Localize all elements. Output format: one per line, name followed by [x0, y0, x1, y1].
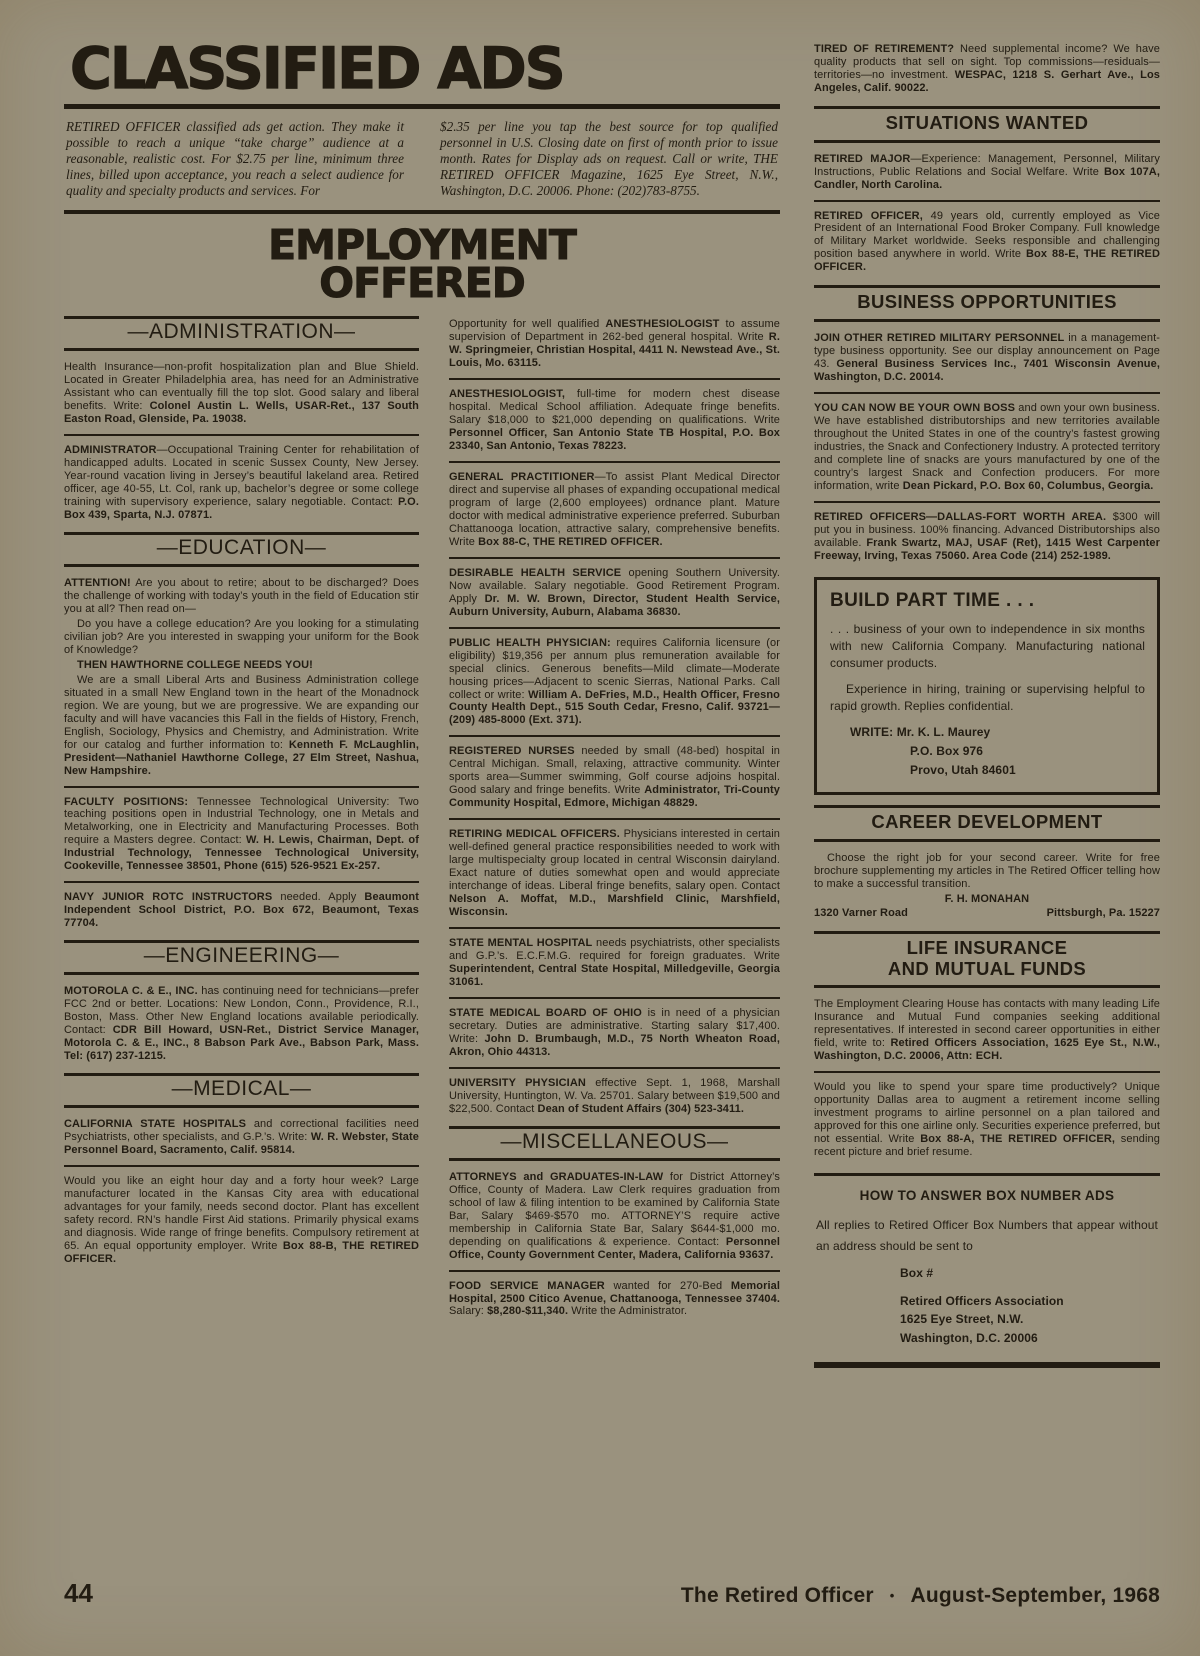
boxed-ad-paragraph: . . . business of your own to independence in six months with new California Company. Manufacturing national consumer products.: [830, 622, 1145, 671]
classified-ad: [449, 744, 780, 811]
classified-ad: [814, 209, 1160, 276]
classified-ad: [449, 470, 780, 550]
ad-bold-text: ATTENTION!: [64, 576, 131, 589]
classified-ad: [64, 576, 419, 779]
classified-ad: [449, 936, 780, 990]
ad-paragraph: [814, 332, 1160, 384]
ad-bold-text: FOOD SERVICE MANAGER: [449, 1279, 605, 1292]
ad-text: Opportunity for well qualified: [449, 318, 606, 331]
ad-text: The Employment Clearing House has contacts with many leading Life Insurance and Mutual Fund companies seeking additional representatives. If interested in second career opportunities in either field, write to:: [814, 998, 1160, 1050]
ad-paragraph: [64, 577, 419, 616]
ad-paragraph: [814, 998, 1160, 1063]
ad-paragraph: [64, 891, 419, 930]
intro-column-2: $2.35 per line you tap the best source for top qualified personnel in U.S. Closing date on first of month prior to issue month. Rates for Display ads on request. Call or write, THE RETIRED OFFICER Magazine, 1625 Eye Street, N.W., Washington, D.C. 20006. Phone: (202)783-8755.: [440, 119, 778, 199]
ad-text: sending recent picture and brief resume.: [814, 1132, 1160, 1158]
page-footer: [64, 1578, 1160, 1609]
ad-bold-text: ATTORNEYS and GRADUATES-IN-LAW: [449, 1170, 664, 1183]
classified-ad: [449, 1170, 780, 1263]
ad-bold-text: JOIN OTHER RETIRED MILITARY PERSONNEL: [814, 332, 1065, 345]
ad-text: has continuing need for technicians—prefer FCC 2nd or better. Locations: New London, Conn., Providence, R.I., Boston, Mass. Other New England locations available periodically. Contact:: [64, 985, 420, 1037]
ad-bold-text: ANESTHESIOLOGIST: [605, 318, 720, 331]
header-text: —EDUCATION—: [156, 535, 327, 559]
classified-ad: [449, 1006, 780, 1060]
category-header-medical: [64, 1073, 419, 1108]
ad-bold-text: RETIRED OFFICERS—DALLAS-FORT WORTH AREA.: [814, 510, 1107, 523]
classified-ad: [814, 851, 1160, 921]
ad-bold-text: P.O. Box 439, Sparta, N.J. 07871.: [64, 496, 419, 521]
ad-text: Write the Administrator.: [568, 1305, 688, 1318]
classified-ad: [814, 997, 1160, 1064]
ad-paragraph: [449, 1171, 780, 1262]
category-header-engineering: [64, 940, 419, 975]
classified-ad: [814, 510, 1160, 564]
classified-ad: [449, 566, 780, 620]
ad-divider: [449, 461, 780, 463]
intro-paragraphs: [64, 109, 780, 210]
classified-ad: [449, 1076, 780, 1117]
ad-divider: [814, 1071, 1160, 1073]
ad-divider: [449, 735, 780, 737]
ad-bold-text: W. R. Webster, State Personnel Board, Sacramento, Calif. 95814.: [64, 1131, 419, 1157]
box-number-address-line: Retired Officers Association: [900, 1293, 1064, 1308]
ad-paragraph: [449, 745, 780, 810]
ad-text: —Experience: Management, Personnel, Military Instructions, Public Relations and Social Welfare. Write: [814, 152, 1160, 178]
ad-bold-text: FACULTY POSITIONS:: [64, 795, 189, 808]
ad-bold-text: John D. Brumbaugh, M.D., 75 North Wheaton Road, Akron, Ohio 44313.: [449, 1032, 780, 1058]
ad-text: and own your own business. We have established distributorships and new territories available throughout the United States in one of the country’s fastest growing industries, the Snack and Confectionery Industry. A protected territory and complete line of snacks are yours manufactured by one of the country’s largest Snack and Confection producers. For more information, write: [814, 401, 1161, 492]
ad-text: needs psychiatrists, other specialists and G.P.’s. E.C.F.M.G. required for foreign graduates. Write: [449, 937, 781, 963]
ad-divider: [449, 927, 780, 929]
ad-paragraph: [449, 1007, 780, 1059]
ad-bold-text: CALIFORNIA STATE HOSPITALS: [64, 1118, 247, 1131]
ad-text: to assume supervision of Department in 262-bed general hospital. Write: [449, 318, 780, 344]
ad-bold-text: Nelson A. Moffat, M.D., Marshfield Clinic, Marshfield, Wisconsin.: [449, 893, 780, 919]
classified-ad: [449, 1279, 780, 1320]
ad-paragraph: [814, 402, 1160, 493]
ad-divider: [814, 501, 1160, 503]
ad-text: full-time for modern chest disease hospital. Medical School affiliation. Adequate fringe benefits. Salary $18,000 to $21,000 depending on qualifications. Write: [449, 388, 780, 427]
columns-one-two: [64, 316, 780, 1319]
left-two-column-area: [64, 36, 781, 1368]
ad-text: Health Insurance—non-profit hospitalization plan and Blue Shield. Located in Greater Philadelphia area, has need for an Administrative Assistant who can eventually fill the top slot. Good salary and liberal benefits. Write:: [64, 361, 419, 413]
address-right: Pittsburgh, Pa. 15227: [1046, 906, 1160, 919]
ad-text: for District Attorney’s Office, County of Madera. Law Clerk requires graduation from school of law & filing intention to be examined by California State Bar, Salary $469-$570 mo. ATTORNEY’S require active membership in California State Bar, Salary $644-$1,000 mo. depending on qualifications & experience. Contact:: [449, 1170, 780, 1248]
classified-ad: [449, 387, 780, 454]
ad-paragraph: [449, 471, 780, 549]
ad-paragraph: [814, 907, 1160, 920]
ad-bold-text: YOU CAN NOW BE YOUR OWN BOSS: [814, 401, 1016, 414]
ad-text: Need supplemental income? We have quality products that sell on sight. Top commissions—residuals—territories—no investment.: [814, 43, 1160, 81]
ad-bold-text: DESIRABLE HEALTH SERVICE: [449, 566, 622, 579]
ad-text: Do you have a college education? Are you looking for a stimulating civilian job? Are you interested in swapping your uniform for the Book of Knowledge?: [64, 617, 419, 656]
ad-bold-text: Memorial Hospital, 2500 Citico Avenue, Chattanooga, Tennessee 37404.: [449, 1279, 781, 1305]
ad-text: $300 will put you in business. 100% financing. Advanced Distributorships also available.: [814, 510, 1160, 549]
ad-divider: [64, 1165, 419, 1167]
ad-divider: [449, 818, 780, 820]
ad-paragraph: [449, 1280, 780, 1319]
ad-bold-text: RETIRING MEDICAL OFFICERS.: [449, 828, 620, 841]
classified-ad: [64, 360, 419, 427]
ad-divider: [814, 392, 1160, 394]
ad-bold-text: UNIVERSITY PHYSICIAN: [449, 1076, 586, 1089]
boxed-ad-paragraph: Experience in hiring, training or supervising helpful to rapid growth. Replies confidential.: [830, 682, 1145, 714]
ad-text: needed. Apply: [272, 891, 365, 904]
classified-ad: [64, 890, 419, 931]
ad-bold-text: $8,280-$11,340.: [487, 1305, 569, 1318]
ad-text: 49 years old, currently employed as Vice President of an International Food Broker Company. Full knowledge of Military Market worldwide. Seeks responsible and challenging position based anywhere in world. Write: [814, 209, 1160, 261]
box-number-address-line: Washington, D.C. 20006: [900, 1330, 1038, 1345]
ad-bold-text: Dean Pickard, P.O. Box 60, Columbus, Georgia.: [902, 479, 1154, 492]
ad-bold-text: F. H. MONAHAN: [944, 892, 1030, 905]
header-text: —MEDICAL—: [171, 1077, 312, 1101]
ad-bold-text: Box 88-B, THE RETIRED OFFICER.: [64, 1239, 419, 1265]
box-number-address-line: 1625 Eye Street, N.W.: [900, 1312, 1024, 1327]
category-header-administration: [64, 316, 419, 351]
ad-paragraph: [64, 1175, 419, 1266]
ad-paragraph: [449, 1077, 780, 1116]
ad-divider: [64, 434, 419, 436]
ad-divider: [449, 1067, 780, 1069]
ad-divider: [449, 378, 780, 380]
employment-heading-line1: EMPLOYMENT: [268, 220, 576, 269]
classified-ad: [449, 636, 780, 729]
classified-ad: [814, 331, 1160, 385]
section-header-business-opportunities: [814, 285, 1160, 322]
ad-bold-text: STATE MEDICAL BOARD OF OHIO: [449, 1006, 642, 1019]
ad-text: —To assist Plant Medical Director direct and supervise all phases of expanding occupational medical program of large (2,600 employees) ordnance plant. Mature doctor with medical administrative experience preferred. Suburban Chattanooga location, attractive salary, comprehensive benefits. Write: [449, 470, 780, 548]
ad-bold-text: Personnel Office, County Government Center, Madera, California 93637.: [449, 1235, 780, 1261]
ad-text: Would you like to spend your spare time productively? Unique opportunity Dallas area to augment a retirement income selling investment programs to airline personnel on a plan tailored and approved for this one airline only. Securities experience preferred, but not essential. Write: [814, 1081, 1160, 1145]
ad-text: Would you like an eight hour day and a forty hour week? Large manufacturer located in the Kansas City area with educational advantages for your family, needs second doctor. Plant has excellent safety record. RN’s handle First Aid stations. Primarily physical exams and diagnosis. Wide range of fringe benefits. Compulsory retirement at 65. An equal opportunity employer. Write: [64, 1175, 419, 1252]
ad-bold-text: Frank Swartz, MAJ, USAF (Ret), 1415 West Carpenter Freeway, Irving, Texas 75060. Area Code (214) 252-1989.: [814, 536, 1160, 562]
ad-bold-text: Retired Officers Association, 1625 Eye St., N.W., Washington, D.C. 20006, Attn: ECH.: [814, 1037, 1161, 1063]
ad-bold-text: Superintendent, Central State Hospital, Milledgeville, Georgia 31061.: [449, 962, 780, 988]
ad-bold-text: RETIRED OFFICER,: [814, 209, 923, 222]
ad-text: Choose the right job for your second career. Write for free brochure supplementing my articles in The Retired Officer telling how to make a successful transition.: [814, 851, 1160, 890]
ad-paragraph: [449, 388, 780, 453]
ad-bold-text: Box 88-C, THE RETIRED OFFICER.: [478, 535, 663, 548]
classified-ad: [64, 795, 419, 875]
ad-paragraph: [814, 511, 1160, 563]
ad-bold-text: REGISTERED NURSES: [449, 745, 575, 758]
ad-paragraph: [64, 659, 419, 672]
ad-bold-text: General Business Services Inc., 7401 Wisconsin Avenue, Washington, D.C. 20014.: [814, 358, 1161, 383]
classified-ad: [814, 401, 1160, 494]
header-text: —ADMINISTRATION—: [127, 320, 356, 344]
ad-paragraph: [64, 1118, 419, 1157]
header-text: SITUATIONS WANTED: [885, 111, 1089, 133]
ad-text: is in need of a physician secretary. Duties are administrative. Starting salary $17,400. Write:: [449, 1006, 780, 1045]
ad-paragraph: [64, 444, 419, 522]
page-title: CLASSIFIED ADS: [70, 36, 564, 102]
ad-divider: [449, 1270, 780, 1272]
ad-paragraph: [64, 985, 419, 1063]
ad-bold-text: Colonel Austin L. Wells, USAR-Ret., 137 South Easton Road, Glenside, Pa. 19038.: [64, 400, 419, 426]
ad-bold-text: Box 88-A, THE RETIRED OFFICER,: [920, 1132, 1116, 1145]
ad-text: Tennessee Technological University: Two teaching positions open in Industrial Technology, one in Metals and Metalworking, one in Electricity and Manufacturing Processes. Both require a Masters degree. Contact:: [64, 795, 419, 847]
header-text: CAREER DEVELOPMENT: [871, 811, 1103, 833]
ad-paragraph: [814, 852, 1160, 891]
ad-text: requires California licensure (or eligibility) $19,356 per annum plus remuneration available for special clinics. Generous benefits—Mild climate—Moderate housing prices—Adjacent to scenic Sierras, National Parks. Call collect or write:: [449, 636, 781, 701]
header-text: LIFE INSURANCE AND MUTUAL FUNDS: [887, 936, 1087, 979]
ad-paragraph: [64, 674, 419, 778]
ad-bold-text: William A. DeFries, M.D., Health Officer, Fresno County Health Dept., 515 South Cedar, Fresno, Calif. 93721—(209) 485-8000 (Ext. 371).: [449, 688, 780, 727]
ad-paragraph: [449, 937, 780, 989]
section-header-career-development: [814, 805, 1160, 842]
boxed-ad-title: BUILD PART TIME . . .: [830, 589, 1035, 611]
ad-text: wanted for 270-Bed: [604, 1279, 731, 1292]
address-left: 1320 Varner Road: [814, 906, 908, 919]
column-administration-education: [64, 316, 419, 1319]
ad-bold-text: Beaumont Independent School District, P.O. Box 672, Beaumont, Texas 77704.: [64, 891, 420, 930]
ad-bold-text: Administrator, Tri-County Community Hospital, Edmore, Michigan 48829.: [449, 784, 781, 810]
ad-divider: [64, 786, 419, 788]
classified-ad: [449, 317, 780, 371]
magazine-name: The Retired Officer: [680, 1584, 874, 1607]
box-number-address-line: Box #: [900, 1266, 934, 1281]
ad-text: Physicians interested in certain well-defined general practice responsibilities needed to work with large multispecialty group located in central Wisconsin dairyland. Exact nature of duties somewhat open and would appreciate interchange of ideas. Liberal fringe benefits, salary open. Contact: [449, 828, 780, 893]
ad-text: in a management-type business opportunity. See our display announcement on Page 43.: [814, 332, 1160, 370]
box-number-instructions: [814, 1173, 1160, 1368]
ad-paragraph: [64, 796, 419, 874]
ad-paragraph: [814, 893, 1160, 906]
boxed-ad-build-part-time: [814, 577, 1160, 796]
issue-date: August-September, 1968: [910, 1584, 1160, 1607]
ad-text: opening Southern University. Now available. Salary negotiable. Good Retirement Program. Apply: [449, 566, 780, 605]
section-header-life-insurance-and-mutual-funds: [814, 931, 1160, 988]
footer-magazine-info: [681, 1584, 1160, 1608]
classified-ad: [814, 152, 1160, 193]
box-number-instructions-title: HOW TO ANSWER BOX NUMBER ADS: [859, 1187, 1115, 1203]
category-header-education: [64, 532, 419, 567]
classified-ad: [64, 984, 419, 1064]
ad-bold-text: ANESTHESIOLOGIST,: [449, 388, 565, 401]
ad-bold-text: Personnel Officer, San Antonio State TB Hospital, P.O. Box 23340, San Antonio, Texas 78223.: [449, 427, 780, 452]
ad-bold-text: Dean of Student Affairs (304) 523-3411.: [537, 1102, 744, 1115]
ad-text: We are a small Liberal Arts and Business Administration college situated in a small New England town in the heart of the Monadnock region. We are young, but we are progressive. We are expanding our faculty and will have vacancies this Fall in the fields of History, French, English, Sociology, Physics and Chemistry, and Administration. Write for our catalog and further information to:: [64, 673, 419, 751]
classified-ad: [64, 1117, 419, 1158]
section-header-situations-wanted: [814, 106, 1160, 143]
ad-bold-text: MOTOROLA C. & E., INC.: [64, 985, 198, 998]
ad-bold-text: GENERAL PRACTITIONER: [449, 470, 595, 483]
employment-heading-line2: OFFERED: [319, 259, 525, 308]
ad-bold-text: WESPAC, 1218 S. Gerhart Ave., Los Angeles, Calif. 90022.: [814, 68, 1160, 94]
page-number: 44: [64, 1578, 93, 1608]
category-header-miscellaneous: [449, 1126, 780, 1161]
page-content: [64, 36, 1161, 1368]
ad-paragraph: [814, 210, 1160, 275]
ad-text: Are you about to retire; about to be discharged? Does the challenge of working with today’s youth in the field of Education stir you at all? Then read on—: [64, 576, 419, 615]
ad-paragraph: [64, 618, 419, 657]
ad-bold-text: Box 88-E, THE RETIRED OFFICER.: [814, 248, 1160, 274]
header-text: —ENGINEERING—: [143, 944, 340, 968]
ad-bold-text: Dr. M. W. Brown, Director, Student Health Service, Auburn University, Auburn, Alabama 36830.: [449, 592, 780, 618]
ad-bold-text: NAVY JUNIOR ROTC INSTRUCTORS: [64, 891, 273, 904]
ad-text: Salary:: [449, 1305, 488, 1318]
ad-bold-text: RETIRED MAJOR: [814, 152, 911, 165]
ad-bold-text: CDR Bill Howard, USN-Ret., District Service Manager, Motorola C. & E., INC., 8 Babson Park Ave., Babson Park, Mass. Tel: (617) 237-1215.: [64, 1024, 420, 1063]
ad-divider: [64, 881, 419, 883]
ad-bold-text: ADMINISTRATOR: [64, 444, 157, 457]
boxed-ad-write-line: WRITE: Mr. K. L. Maurey: [850, 725, 991, 740]
classified-ad: [64, 1174, 419, 1267]
ad-paragraph: [449, 637, 780, 728]
boxed-ad-address-line: Provo, Utah 84601: [910, 763, 1016, 778]
ad-bold-text: STATE MENTAL HOSPITAL: [449, 937, 593, 950]
bullet-separator: •: [889, 1588, 895, 1603]
ad-text: needed by small (48-bed) hospital in Central Michigan. Small, relaxing, attractive community. Winter sports area—Summer swimming, Golf course adjoins hospital. Good salary and fringe benefits. Write: [449, 745, 780, 797]
box-number-instructions-body: All replies to Retired Officer Box Numbers that appear without an address should be sent to: [816, 1217, 1158, 1254]
ad-bold-text: THEN HAWTHORNE COLLEGE NEEDS YOU!: [77, 658, 313, 671]
ad-paragraph: [814, 1081, 1160, 1159]
column-medical-miscellaneous: [449, 316, 780, 1319]
ad-bold-text: PUBLIC HEALTH PHYSICIAN:: [449, 636, 611, 649]
classified-ad: [814, 42, 1160, 96]
ad-paragraph: [64, 361, 419, 426]
ad-bold-text: Box 107A, Candler, North Carolina.: [814, 165, 1161, 191]
ad-paragraph: [814, 43, 1160, 95]
employment-offered-heading: [64, 220, 780, 308]
ad-text: effective Sept. 1, 1968, Marshall University, Huntington, W. Va. 25701. Salary between $19,500 and $22,500. Contact: [449, 1076, 780, 1115]
ad-paragraph: [814, 153, 1160, 192]
classified-ad: [64, 443, 419, 523]
ad-bold-text: Kenneth F. McLaughlin, President—Nathaniel Hawthorne College, 27 Elm Street, Nashua, New Hampshire.: [64, 738, 419, 777]
intro-column-1: RETIRED OFFICER classified ads get action. They make it possible to reach a unique “take charge” audience at a reasonable, realistic cost. For $2.75 per line, minimum three lines, billed upon acceptance, you reach a select audience for quality and specialty products and services. For: [66, 119, 404, 199]
classified-ad: [449, 827, 780, 920]
column-situations-business: [814, 42, 1160, 1368]
ad-divider: [449, 627, 780, 629]
boxed-ad-address-line: P.O. Box 976: [910, 744, 984, 759]
ad-divider: [449, 557, 780, 559]
ad-divider: [449, 997, 780, 999]
ad-divider: [814, 200, 1160, 202]
ad-text: —Occupational Training Center for rehabilitation of handicapped adults. Located in scenic Sussex County, New Jersey. Year-round vacation living in Jersey’s beautiful lakeland area. Retired officer, age 40-55, Lt. Col, rank up, bachelor’s degree or some college training with supervisory experience, salary negotiable. Contact:: [64, 444, 419, 508]
header-text: BUSINESS OPPORTUNITIES: [857, 291, 1117, 313]
ad-bold-text: TIRED OF RETIREMENT?: [814, 43, 955, 55]
ad-paragraph: [449, 318, 780, 370]
ad-text: and correctional facilities need Psychiatrists, other specialists, and G.P.’s. Write:: [64, 1118, 419, 1144]
ad-bold-text: R. W. Springmeier, Christian Hospital, 4411 N. Newstead Ave., St. Louis, Mo. 63115.: [449, 331, 780, 370]
header-text: —MISCELLANEOUS—: [500, 1129, 729, 1153]
classified-ad: [814, 1080, 1160, 1160]
ad-paragraph: [449, 567, 780, 619]
divider: [64, 210, 780, 214]
ad-paragraph: [449, 828, 780, 919]
ad-bold-text: W. H. Lewis, Chairman, Dept. of Industrial Technology, Tennessee Technological University, Cookeville, Tennessee 38501, Phone (615) 526-9521 Ex-257.: [64, 834, 420, 873]
